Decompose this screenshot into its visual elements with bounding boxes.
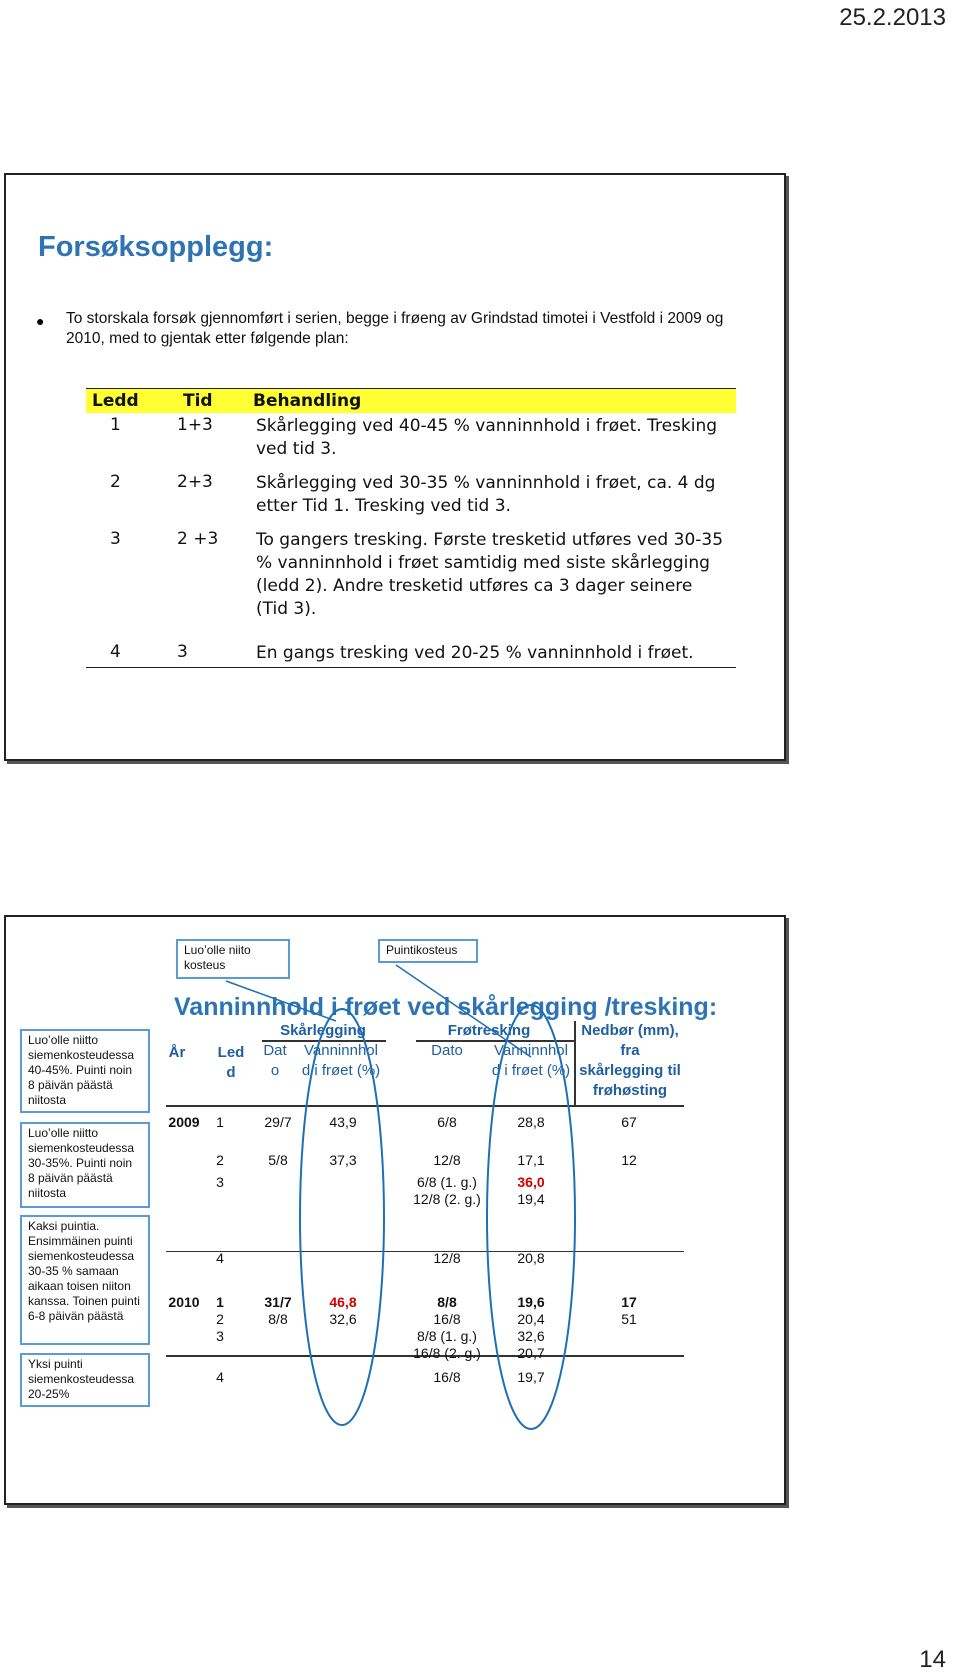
cell-ledd: 1 xyxy=(216,1114,224,1130)
cell-fro-vann: 28,8 xyxy=(517,1114,545,1130)
plan-cell-tid: 2+3 xyxy=(177,472,213,492)
plan-cell-tid: 2 +3 xyxy=(177,529,219,549)
header-skar-vanninnhold: Vanninnhol d i frøet (%) xyxy=(301,1042,381,1079)
cell-fro-vann-highlight: 36,0 xyxy=(517,1174,545,1190)
plan-cell-ledd: 1 xyxy=(110,415,121,435)
cell-ledd: 4 xyxy=(216,1250,224,1266)
oval-fro-vanninnhold xyxy=(487,1005,575,1429)
cell-fro-vann: 17,1 xyxy=(517,1152,545,1168)
plan-cell-ledd: 3 xyxy=(110,529,121,549)
cell-nedbor: 67 xyxy=(621,1114,637,1130)
cell-fro-dato: 12/8 xyxy=(433,1250,461,1266)
plan-table xyxy=(86,388,736,668)
callout-ledd-4: Yksi puinti siemenkosteudessa 20-25% xyxy=(20,1353,150,1407)
header-fro-vanninnhold: Vanninnhol d i frøet (%) xyxy=(491,1042,571,1079)
cell-fro-dato: 8/8 (1. g.) xyxy=(417,1328,477,1344)
cell-fro-vann: 32,6 xyxy=(517,1328,545,1344)
cell-ledd: 4 xyxy=(216,1369,224,1385)
plan-cell-behandling: Skårlegging ved 40-45 % vanninnhold i frøet. Tresking ved tid 3. xyxy=(256,416,718,459)
cell-skar-vann: 43,9 xyxy=(329,1114,357,1130)
header-ledd: Led d xyxy=(217,1044,245,1081)
plan-row xyxy=(86,415,736,461)
bullet-dot: ● xyxy=(36,313,45,329)
cell-fro-vann: 20,8 xyxy=(517,1250,545,1266)
cell-fro-vann: 19,4 xyxy=(517,1191,545,1207)
page-date: 25.2.2013 xyxy=(839,4,946,31)
cell-nedbor: 17 xyxy=(621,1294,637,1310)
callout-threshing-moisture: Puintikosteus xyxy=(378,939,478,963)
header-frotresking: Frøtresking xyxy=(447,1022,531,1039)
cell-skar-vann: 32,6 xyxy=(329,1311,357,1327)
cell-skar-dato: 29/7 xyxy=(264,1114,292,1130)
year-2010: 2010 xyxy=(168,1294,200,1310)
header-nedbor: Nedbør (mm), fra skårlegging til frøhøsting xyxy=(579,1022,681,1099)
cell-nedbor: 51 xyxy=(621,1311,637,1327)
bullet-text: To storskala forsøk gjennomført i serien, begge i frøeng av Grindstad timotei i Vestfold i 2009 og 2010, med to gjentak etter følgende plan: xyxy=(66,310,724,347)
cell-fro-dato: 8/8 xyxy=(437,1294,457,1310)
plan-header-behandling: Behandling xyxy=(253,391,362,411)
header-skar-dato: Dat o xyxy=(263,1042,287,1079)
cell-skar-vann: 37,3 xyxy=(329,1152,357,1168)
header-ar: År xyxy=(168,1044,186,1061)
cell-ledd: 1 xyxy=(216,1294,224,1310)
callout-ledd-1: Luo’olle niitto siemenkosteudessa 40-45%. Puinti noin 8 päivän päästä niitosta xyxy=(20,1029,150,1113)
cell-nedbor: 12 xyxy=(621,1152,637,1168)
plan-cell-ledd: 2 xyxy=(110,472,121,492)
cell-fro-dato: 16/8 xyxy=(433,1369,461,1385)
oval-skar-vanninnhold xyxy=(300,1009,384,1425)
callout-skarlegging-moisture: Luo’olle niito kosteus xyxy=(176,939,290,979)
plan-cell-behandling: Skårlegging ved 30-35 % vanninnhold i frøet, ca. 4 dg etter Tid 1. Tresking ved tid 3. xyxy=(256,473,716,516)
cell-fro-dato: 6/8 xyxy=(437,1114,457,1130)
header-fro-dato: Dato xyxy=(431,1042,463,1059)
highlight-annotations xyxy=(6,917,784,1503)
cell-ledd: 3 xyxy=(216,1174,224,1190)
plan-cell-behandling: To gangers tresking. Første tresketid utføres ved 30-35 % vanninnhold i frøet samtidig med siste skårlegging (ledd 2). Andre tresketid utføres ca 3 dager seinere (Tid 3). xyxy=(256,530,724,619)
plan-cell-tid: 1+3 xyxy=(177,415,213,435)
year-2009: 2009 xyxy=(168,1114,200,1130)
plan-cell-ledd: 4 xyxy=(110,642,121,662)
cell-skar-dato: 31/7 xyxy=(264,1294,292,1310)
cell-fro-vann: 19,7 xyxy=(517,1369,545,1385)
cell-fro-dato: 12/8 xyxy=(433,1152,461,1168)
plan-cell-tid: 3 xyxy=(177,642,188,662)
slide-title: Vanninnhold i frøet ved skårlegging /tresking: xyxy=(174,993,718,1021)
callout-ledd-3: Kaksi puintia. Ensimmäinen puinti siemenkosteudessa 30-35 % samaan aikaan toisen niiton kanssa. Toinen puinti 6-8 päivän päästä xyxy=(20,1215,150,1345)
cell-fro-dato: 16/8 (2. g.) xyxy=(413,1345,481,1361)
plan-row xyxy=(86,642,736,665)
plan-row xyxy=(86,529,736,621)
slide-2 xyxy=(4,915,786,1505)
cell-ledd: 2 xyxy=(216,1311,224,1327)
cell-fro-vann: 19,6 xyxy=(517,1294,545,1310)
cell-skar-dato: 5/8 xyxy=(268,1152,288,1168)
plan-header-tid: Tid xyxy=(183,391,213,411)
cell-ledd: 2 xyxy=(216,1152,224,1168)
plan-header-ledd: Ledd xyxy=(92,391,139,411)
header-skarlegging: Skårlegging xyxy=(280,1022,366,1039)
cell-skar-vann-highlight: 46,8 xyxy=(329,1294,357,1310)
cell-fro-dato: 12/8 (2. g.) xyxy=(413,1191,481,1207)
cell-fro-dato: 6/8 (1. g.) xyxy=(417,1174,477,1190)
cell-fro-vann: 20,4 xyxy=(517,1311,545,1327)
plan-row xyxy=(86,472,736,518)
callout-ledd-2: Luo’olle niitto siemenkosteudessa 30-35%. Puinti noin 8 päivän päästä niitosta xyxy=(20,1122,150,1208)
cell-skar-dato: 8/8 xyxy=(268,1311,288,1327)
callout-pointer-line xyxy=(396,965,531,1057)
slide-1 xyxy=(4,173,786,761)
slide-title: Forsøksopplegg: xyxy=(38,231,274,263)
plan-header-row xyxy=(86,389,736,413)
cell-fro-dato: 16/8 xyxy=(433,1311,461,1327)
cell-fro-vann: 20,7 xyxy=(517,1345,545,1361)
page-number: 14 xyxy=(919,1646,946,1673)
plan-cell-behandling: En gangs tresking ved 20-25 % vanninnhold i frøet. xyxy=(256,643,694,663)
cell-ledd: 3 xyxy=(216,1328,224,1344)
callout-pointer-line xyxy=(226,981,336,1021)
